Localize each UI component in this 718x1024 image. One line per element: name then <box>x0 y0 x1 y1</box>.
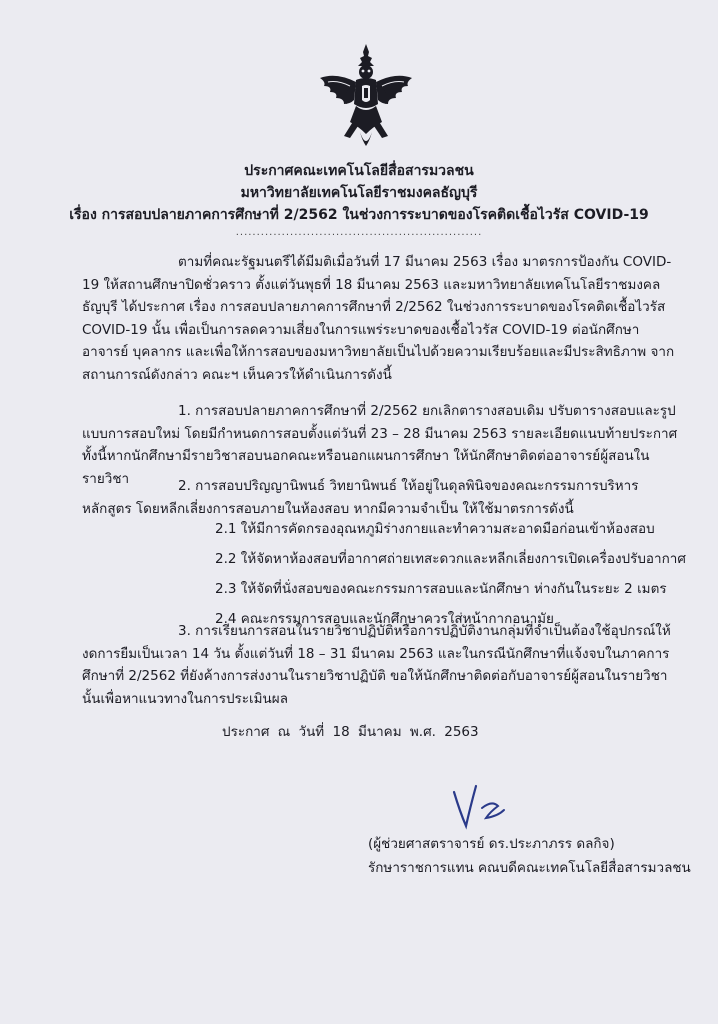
header-subject: เรื่อง การสอบปลายภาคการศึกษาที่ 2/2562 ในช่วงการระบาดของโรคติดเชื้อไวรัส COVID-19 <box>69 207 649 223</box>
announcement-date: ประกาศ ณ วันที่ 18 มีนาคม พ.ศ. 2563 <box>222 724 479 740</box>
item-2-paragraph <box>82 475 678 520</box>
header-divider: ........................................................... <box>235 227 483 238</box>
sub-item-2-3: 2.3 ให้จัดที่นั่งสอบของคณะกรรมการสอบและนักศึกษา ห่างกันในระยะ 2 เมตร <box>215 581 667 597</box>
announcement-header <box>0 160 718 240</box>
sub-item-2-1: 2.1 ให้มีการคัดกรองอุณหภูมิร่างกายและทำความสะอาดมือก่อนเข้าห้องสอบ <box>215 521 655 537</box>
handwritten-signature <box>446 778 536 838</box>
intro-text: ตามที่คณะรัฐมนตรีได้มีมติเมื่อวันที่ 17 มีนาคม 2563 เรื่อง มาตรการป้องกัน COVID-19 ให้สถานศึกษาปิดชั่วคราว ตั้งแต่วันพุธที่ 18 มีนาคม 2563 และมหาวิทยาลัยเทคโนโลยีราชมงคลธัญบุรี ได้ประกาศ เรื่อง การสอบปลายภาคการศึกษาที่ 2/2562 ในช่วงการระบาดของโรคติดเชื้อไวรัส COVID-19 นั้น เพื่อเป็นการลดความเสี่ยงในการแพร่ระบาดของเชื้อไวรัส COVID-19 ต่อนักศึกษา อาจารย์ บุคลากร และเพื่อให้การสอบของมหาวิทยาลัยเป็นไปด้วยความเรียบร้อยและมีประสิทธิภาพ จากสถานการณ์ดังกล่าว คณะฯ เห็นควรให้ดำเนินการดังนี้ <box>82 254 675 383</box>
signer-name: (ผู้ช่วยศาสตราจารย์ ดร.ประภาภรร ดลกิจ) <box>368 836 615 852</box>
item-1-text: 1. การสอบปลายภาคการศึกษาที่ 2/2562 ยกเลิกตารางสอบเดิม ปรับตารางสอบและรูปแบบการสอบใหม่ โดยมีกำหนดการสอบตั้งแต่วันที่ 23 – 28 มีนาคม 2563 รายละเอียดแนบท้ายประกาศ ทั้งนี้หากนักศึกษามีรายวิชาสอบนอกคณะหรือนอกแผนการศึกษา ให้นักศึกษาติดต่ออาจารย์ผู้สอนในรายวิชา <box>82 403 678 487</box>
item-3-paragraph <box>82 620 678 710</box>
header-line-1: ประกาศคณะเทคโนโลยีสื่อสารมวลชน <box>244 163 474 179</box>
signer-block <box>368 832 691 880</box>
sub-item-2-2: 2.2 ให้จัดหาห้องสอบที่อากาศถ่ายเทสะดวกและหลีกเลี่ยงการเปิดเครื่องปรับอากาศ <box>215 551 686 567</box>
item-3-text: 3. การเรียนการสอนในรายวิชาปฏิบัติหรือการปฏิบัติงานกลุ่มที่จำเป็นต้องใช้อุปกรณ์ให้งดการยืมเป็นเวลา 14 วัน ตั้งแต่วันที่ 18 – 31 มีนาคม 2563 และในกรณีนักศึกษาที่แจ้งจบในภาคการศึกษาที่ 2/2562 ที่ยังค้างการส่งงานในรายวิชาปฏิบัติ ขอให้นักศึกษาติดต่อกับอาจารย์ผู้สอนในรายวิชานั้นเพื่อหาแนวทางในการประเมินผล <box>82 623 671 707</box>
intro-paragraph <box>82 251 678 386</box>
item-2-text: 2. การสอบปริญญานิพนธ์ วิทยานิพนธ์ ให้อยู่ในดุลพินิจของคณะกรรมการบริหารหลักสูตร โดยหลีกเลี่ยงการสอบภายในห้องสอบ หากมีความจำเป็น ให้ใช้มาตรการดังนี้ <box>82 478 639 517</box>
header-line-2: มหาวิทยาลัยเทคโนโลยีราชมงคลธัญบุรี <box>240 185 478 201</box>
sub-item-2-4: 2.4 คณะกรรมการสอบและนักศึกษาควรใส่หน้ากากอนามัย <box>215 611 554 627</box>
garuda-emblem-icon <box>316 42 416 152</box>
signer-position: รักษาราชการแทน คณบดีคณะเทคโนโลยีสื่อสารมวลชน <box>368 860 691 876</box>
